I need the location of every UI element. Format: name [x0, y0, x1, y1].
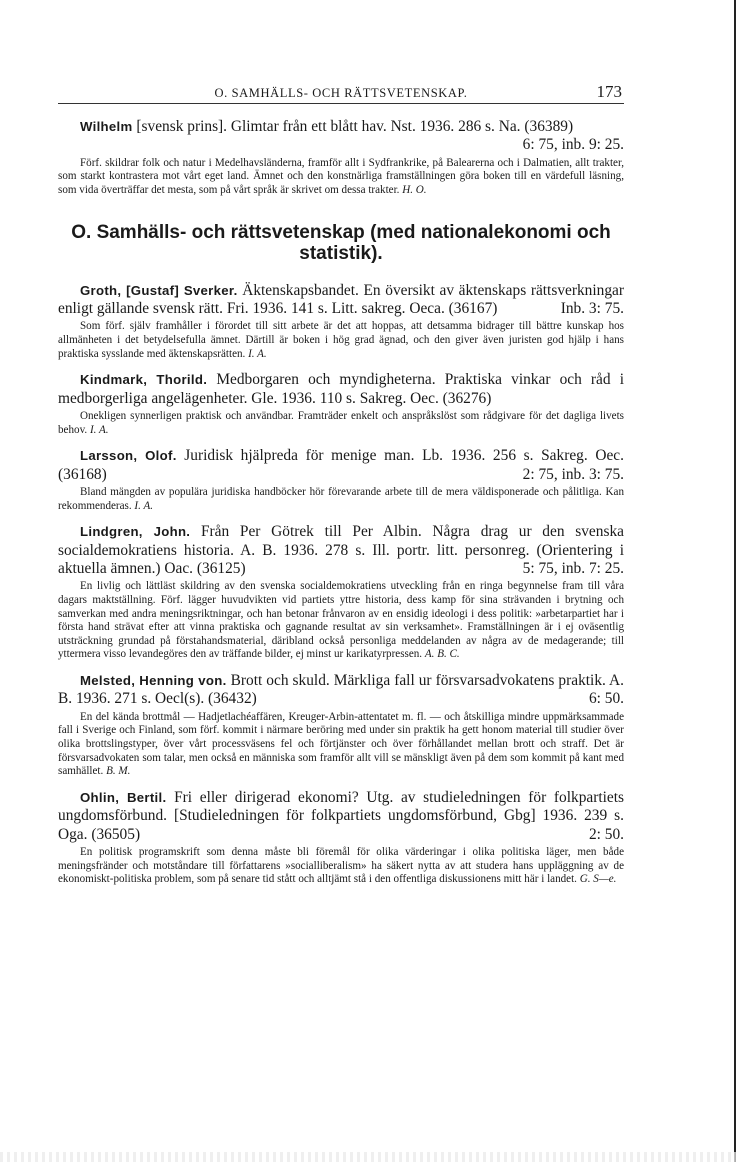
entry-price: 5: 75, inb. 7: 25. [522, 560, 624, 577]
running-title: O. SAMHÄLLS- OCH RÄTTSVETENSKAP. [214, 86, 468, 100]
entry-review [58, 486, 624, 513]
entry-price: 2: 75, inb. 3: 75. [522, 465, 624, 483]
review-signature: A. B. C. [424, 648, 460, 661]
entry-larsson [58, 447, 624, 513]
entry-text: Juridisk hjälpreda för menige man. Lb. 1936. 256 s. Sakreg. Oec. (36168) [58, 447, 624, 483]
entry-review [58, 846, 624, 887]
review-signature: G. S—e. [579, 873, 617, 886]
entry-main [58, 672, 624, 709]
entry-author: Lindgren, John. [80, 524, 191, 540]
entry-text: [svensk prins]. Glimtar från ett blått hav. Nst. 1936. 286 s. Na. (36389) [136, 118, 574, 135]
review-signature: I. A. [248, 347, 267, 360]
entry-price: Inb. 3: 75. [560, 300, 624, 317]
review-signature: H. O. [402, 184, 427, 196]
entry-groth [58, 282, 624, 362]
entry-author: Melsted, Henning von. [80, 672, 227, 688]
entry-review [58, 580, 624, 662]
entry-review [58, 320, 624, 361]
review-text: En del kända brottmål — Hadjetlachéaffären, Kreuger-Arbin-attentatet m. fl. — och åtskilliga mindre uppmärksammade fall i Sverige och Finland, som förf. kommit i närmare beröring med under sin praktik ha gett honom material till studier över olika brottslingstyper, över vårt processväsens fel och förtjänster och över förhållandet mellan brott och straff. Det är försvarsadvokaten som talar, men också en människa som framför allt vill se mänskligt även på dem som kommit på kant med samhället. [58, 710, 624, 778]
entry-review [58, 157, 624, 198]
entry-lindgren [58, 523, 624, 662]
review-signature: I. A. [134, 499, 153, 512]
entry-author: Larsson, Olof. [80, 448, 177, 464]
entry-author: Groth, [Gustaf] Sverker. [80, 282, 238, 298]
entry-main [58, 118, 624, 155]
review-text: En livlig och lättläst skildring av den svenska socialdemokratiens utveckling från en ringa begynnelse fram till våra dagars maktställning. Förf. lägger huvudvikten vid partiets yttre historia, dess kamp för sina strävanden i brytning och samverkan med andra meningsriktningar, och han betonar frånvaron av en ensidig ideologi i dess politik: »arbetarpartiet har i första hand strävat efter att vinna praktiska och gagnande resultat av sin verksamhet». Framställningen är i ej oväsentlig utsträckning grundad på förstahandsmaterial, däribland också personliga meddelanden av några av de medagerande; till yttermera visso levandegöres den av träffande bilder, ej minst ur karikatyrpressen. [58, 580, 624, 661]
entry-author: Ohlin, Bertil. [80, 789, 167, 805]
entry-text: Fri eller dirigerad ekonomi? Utg. av studieledningen för folkpartiets ungdomsförbund. [Studieledningen för folkpartiets ungdomsförbund, Gbg] 1936. 239 s. Oga. (36505) [58, 788, 624, 843]
entry-main [58, 523, 624, 578]
entry-review [58, 711, 624, 779]
entry-author: Wilhelm [80, 119, 133, 134]
entry-text: Medborgaren och myndigheterna. Praktiska vinkar och råd i medborgerliga angelägenheter. Gle. 1936. 110 s. Sakreg. Oec. (36276) [58, 371, 624, 407]
review-signature: B. M. [106, 765, 131, 778]
header-rule [58, 103, 624, 104]
entry-text: Äktenskapsbandet. En översikt av äktenskaps rättsverkningar enligt gällande svensk rätt. Fri. 1936. 141 s. Litt. sakreg. Oeca. (36167) [58, 281, 624, 317]
entry-price: 6: 75, inb. 9: 25. [522, 136, 624, 154]
review-signature: I. A. [89, 423, 109, 436]
review-text: Förf. skildrar folk och natur i Medelhavsländerna, framför allt i Sydfrankrike, på Balearerna och i Dalmatien, allt trakter, som starkt kontrastera mot vårt eget land. Ämnet och den konstnärliga framställningen göra boken till en värdefull läsning, som vida överträffar det mesta, som på vårt språk är skrivet om dessa trakter. [58, 156, 624, 196]
entry-price: 6: 50. [588, 690, 624, 708]
entry-melsted [58, 672, 624, 779]
entry-kindmark [58, 371, 624, 437]
entry-review [58, 410, 624, 437]
entry-ohlin [58, 789, 624, 887]
entry-main [58, 282, 624, 319]
entry-author: Kindmark, Thorild. [80, 372, 208, 388]
review-text: Onekligen synnerligen praktisk och användbar. Framträder enkelt och anspråkslöst som rådgivare för det dagliga livets behov. [58, 410, 624, 436]
page-number: 173 [596, 82, 622, 101]
entry-main [58, 789, 624, 844]
entry-price: 2: 50. [588, 825, 624, 843]
section-title: O. Samhälls- och rättsvetenskap (med nationalekonomi och statistik). [71, 221, 611, 264]
review-text: Som förf. själv framhåller i förordet till sitt arbete är det att hoppas, att detsamma bidrager till bättre kunskap hos allmänheten i det betydelsefulla ämnet. Därtill är boken i hög grad ägnad, och den giver även juristen god hjälp i hans praktiska sysslande med äktenskapsrätten. [58, 320, 624, 360]
page-content [58, 118, 624, 897]
entry-text: Från Per Götrek till Per Albin. Några drag ur den svenska socialdemokratiens historia. A. B. 1936. 278 s. Ill. portr. litt. personreg. (Orientering i aktuella ämnen.) Oac. (36125) [58, 523, 624, 577]
entry-main [58, 371, 624, 408]
review-text: En politisk programskrift som denna måste bli föremål för olika värderingar i olika politiska läger, men både meningsfränder och motståndare till författarens »socialliberalism» ha säkert nytta av att studera hans uppläggning av de ekonomiskt-politiska problem, som på senare tid stått och alltjämt stå i den offentliga diskussionens mitt här i landet. [58, 845, 624, 886]
page-header [58, 84, 624, 110]
review-text: Bland mängden av populära juridiska handböcker hör förevarande arbete till de mera väldisponerade och pålitliga. Kan rekommenderas. [58, 486, 624, 512]
top-entry [58, 118, 624, 198]
entry-text: Brott och skuld. Märkliga fall ur försvarsadvokatens praktik. A. B. 1936. 271 s. Oecl(s). (36432) [58, 671, 624, 708]
scan-edge-bottom [0, 1152, 736, 1162]
entry-main [58, 447, 624, 484]
